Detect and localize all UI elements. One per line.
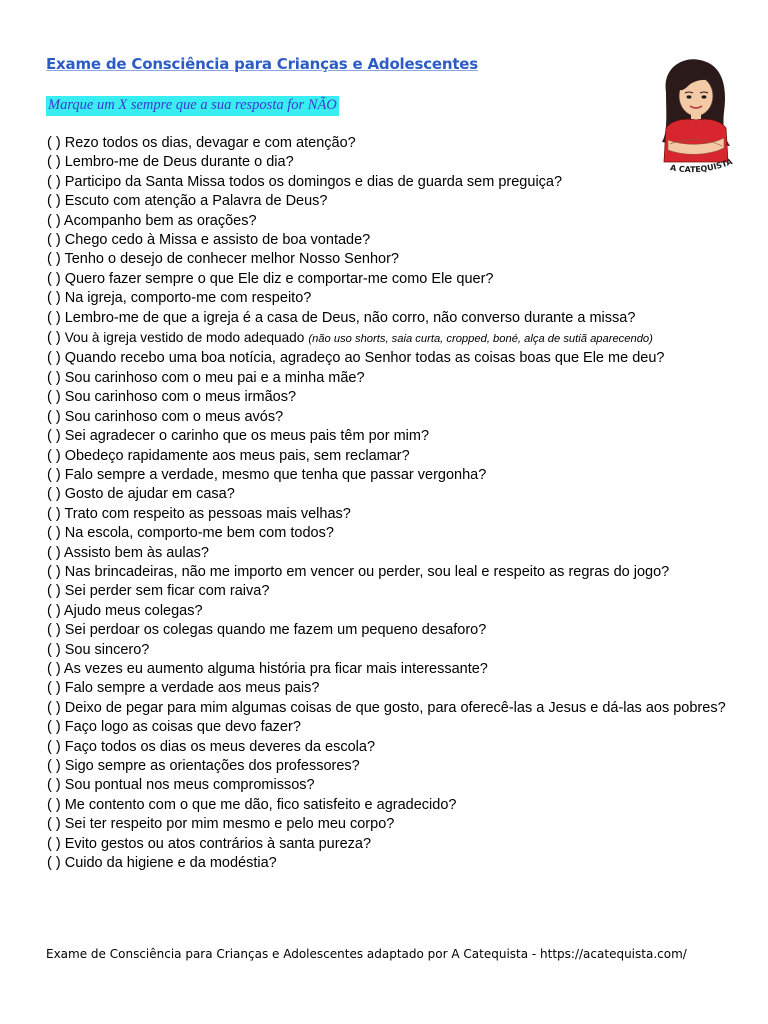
document-title: Exame de Consciência para Crianças e Adolescentes: [46, 55, 479, 73]
question-item: ( ) Nas brincadeiras, não me importo em vencer ou perder, sou leal e respeito as regras do jogo?: [47, 563, 670, 580]
question-item: ( ) Sei agradecer o carinho que os meus pais têm por mim?: [47, 428, 430, 445]
question-item: ( ) Faço logo as coisas que devo fazer?: [47, 719, 301, 736]
checkbox[interactable]: ( ): [47, 719, 61, 736]
question-item: ( ) Sei perdoar os colegas quando me fazem um pequeno desaforo?: [47, 622, 487, 639]
checkbox[interactable]: ( ): [47, 428, 61, 445]
checkbox[interactable]: ( ): [47, 758, 61, 774]
question-list: [47, 134, 737, 873]
checkbox[interactable]: ( ): [47, 641, 61, 658]
checkbox[interactable]: ( ): [47, 602, 61, 619]
question-item: ( ) Falo sempre a verdade aos meus pais?: [47, 680, 320, 697]
checkbox[interactable]: ( ): [47, 855, 61, 872]
question-item: ( ) Gosto de ajudar em casa?: [47, 486, 235, 503]
question-item: ( ) Falo sempre a verdade, mesmo que tenha que passar vergonha?: [47, 466, 487, 483]
checkbox[interactable]: ( ): [47, 270, 61, 287]
checkbox[interactable]: ( ): [47, 369, 61, 386]
question-item: ( ) Acompanho bem as orações?: [47, 212, 257, 229]
checkbox[interactable]: ( ): [47, 583, 61, 600]
question-item: ( ) As vezes eu aumento alguma história pra ficar mais interessante?: [47, 660, 488, 677]
question-item: ( ) Sou carinhoso com o meus irmãos?: [47, 389, 297, 406]
checkbox[interactable]: ( ): [47, 699, 61, 716]
checkbox[interactable]: ( ): [47, 816, 61, 833]
instruction-highlight: Marque um X sempre que a sua resposta for NÃO: [46, 96, 339, 116]
checkbox[interactable]: ( ): [47, 251, 61, 268]
checkbox[interactable]: ( ): [47, 154, 61, 171]
checkbox[interactable]: ( ): [47, 835, 61, 852]
checkbox[interactable]: ( ): [47, 563, 61, 580]
question-item: ( ) Sou pontual nos meus compromissos?: [47, 777, 315, 794]
checkbox[interactable]: ( ): [47, 738, 61, 755]
question-item: ( ) Sei perder sem ficar com raiva?: [47, 583, 270, 600]
checkbox[interactable]: ( ): [47, 389, 61, 406]
checkbox[interactable]: ( ): [47, 466, 61, 483]
question-item: ( ) Rezo todos os dias, devagar e com atenção?: [47, 135, 356, 151]
question-item: ( ) Sigo sempre as orientações dos professores?: [47, 758, 360, 774]
question-item: ( ) Sou carinhoso com o meus avós?: [47, 408, 284, 425]
checkbox[interactable]: ( ): [47, 660, 61, 677]
question-item: ( ) Vou à igreja vestido de modo adequado (não uso shorts, saia curta, cropped, boné, alça de sutiã aparecendo): [47, 330, 653, 347]
checkbox[interactable]: ( ): [47, 525, 61, 542]
checkbox[interactable]: ( ): [47, 330, 61, 347]
question-item: ( ) Faço todos os dias os meus deveres da escola?: [47, 738, 376, 755]
checkbox[interactable]: ( ): [47, 212, 61, 229]
checkbox[interactable]: ( ): [47, 777, 61, 794]
question-item: ( ) Participo da Santa Missa todos os domingos e dias de guarda sem preguiça?: [47, 173, 563, 190]
question-item: ( ) Chego cedo à Missa e assisto de boa vontade?: [47, 232, 371, 249]
question-item: ( ) Escuto com atenção a Palavra de Deus?: [47, 193, 328, 210]
question-item: ( ) Na escola, comporto-me bem com todos?: [47, 525, 334, 542]
checkbox[interactable]: ( ): [47, 290, 61, 307]
checkbox[interactable]: ( ): [47, 232, 61, 249]
checkbox[interactable]: ( ): [47, 193, 61, 210]
checkbox[interactable]: ( ): [47, 796, 61, 813]
question-item: ( ) Evito gestos ou atos contrários à santa pureza?: [47, 835, 372, 852]
question-item: ( ) Trato com respeito as pessoas mais velhas?: [47, 505, 351, 522]
question-item: ( ) Assisto bem às aulas?: [47, 544, 209, 561]
checkbox[interactable]: ( ): [47, 173, 61, 190]
checkbox[interactable]: ( ): [47, 309, 61, 326]
question-item: ( ) Cuido da higiene e da modéstia?: [47, 855, 277, 872]
question-item: ( ) Sou sincero?: [47, 641, 150, 658]
question-item: ( ) Quando recebo uma boa notícia, agradeço ao Senhor todas as coisas boas que Ele me deu?: [47, 350, 665, 367]
question-note: (não uso shorts, saia curta, cropped, boné, alça de sutiã aparecendo): [308, 333, 653, 346]
question-item: ( ) Tenho o desejo de conhecer melhor Nosso Senhor?: [47, 251, 399, 268]
footer-credit: Exame de Consciência para Crianças e Adolescentes adaptado por A Catequista - https://acatequista.com/: [46, 947, 687, 961]
question-item: ( ) Quero fazer sempre o que Ele diz e comportar-me como Ele quer?: [47, 270, 494, 287]
checkbox[interactable]: ( ): [47, 350, 61, 367]
question-item: ( ) Lembro-me de que a igreja é a casa de Deus, não corro, não converso durante a missa?: [47, 309, 636, 326]
question-item: ( ) Sou carinhoso com o meu pai e a minha mãe?: [47, 369, 365, 386]
question-item: ( ) Lembro-me de Deus durante o dia?: [47, 154, 294, 171]
checkbox[interactable]: ( ): [47, 505, 61, 522]
checkbox[interactable]: ( ): [47, 544, 61, 561]
checkbox[interactable]: ( ): [47, 680, 61, 697]
question-item: ( ) Ajudo meus colegas?: [47, 602, 203, 619]
question-item: ( ) Deixo de pegar para mim algumas coisas de que gosto, para oferecê-las a Jesus e dá-las aos pobres?: [47, 699, 726, 716]
svg-text:A CATEQUISTA: A CATEQUISTA: [669, 157, 734, 175]
checkbox[interactable]: ( ): [47, 447, 61, 464]
checkbox[interactable]: ( ): [47, 408, 61, 425]
checkbox[interactable]: ( ): [47, 486, 61, 503]
checkbox[interactable]: ( ): [47, 622, 61, 639]
question-item: ( ) Obedeço rapidamente aos meus pais, sem reclamar?: [47, 447, 410, 464]
question-item: ( ) Na igreja, comporto-me com respeito?: [47, 290, 312, 307]
checkbox[interactable]: ( ): [47, 135, 61, 151]
question-item: ( ) Sei ter respeito por mim mesmo e pelo meu corpo?: [47, 816, 395, 833]
question-item: ( ) Me contento com o que me dão, fico satisfeito e agradecido?: [47, 796, 457, 813]
